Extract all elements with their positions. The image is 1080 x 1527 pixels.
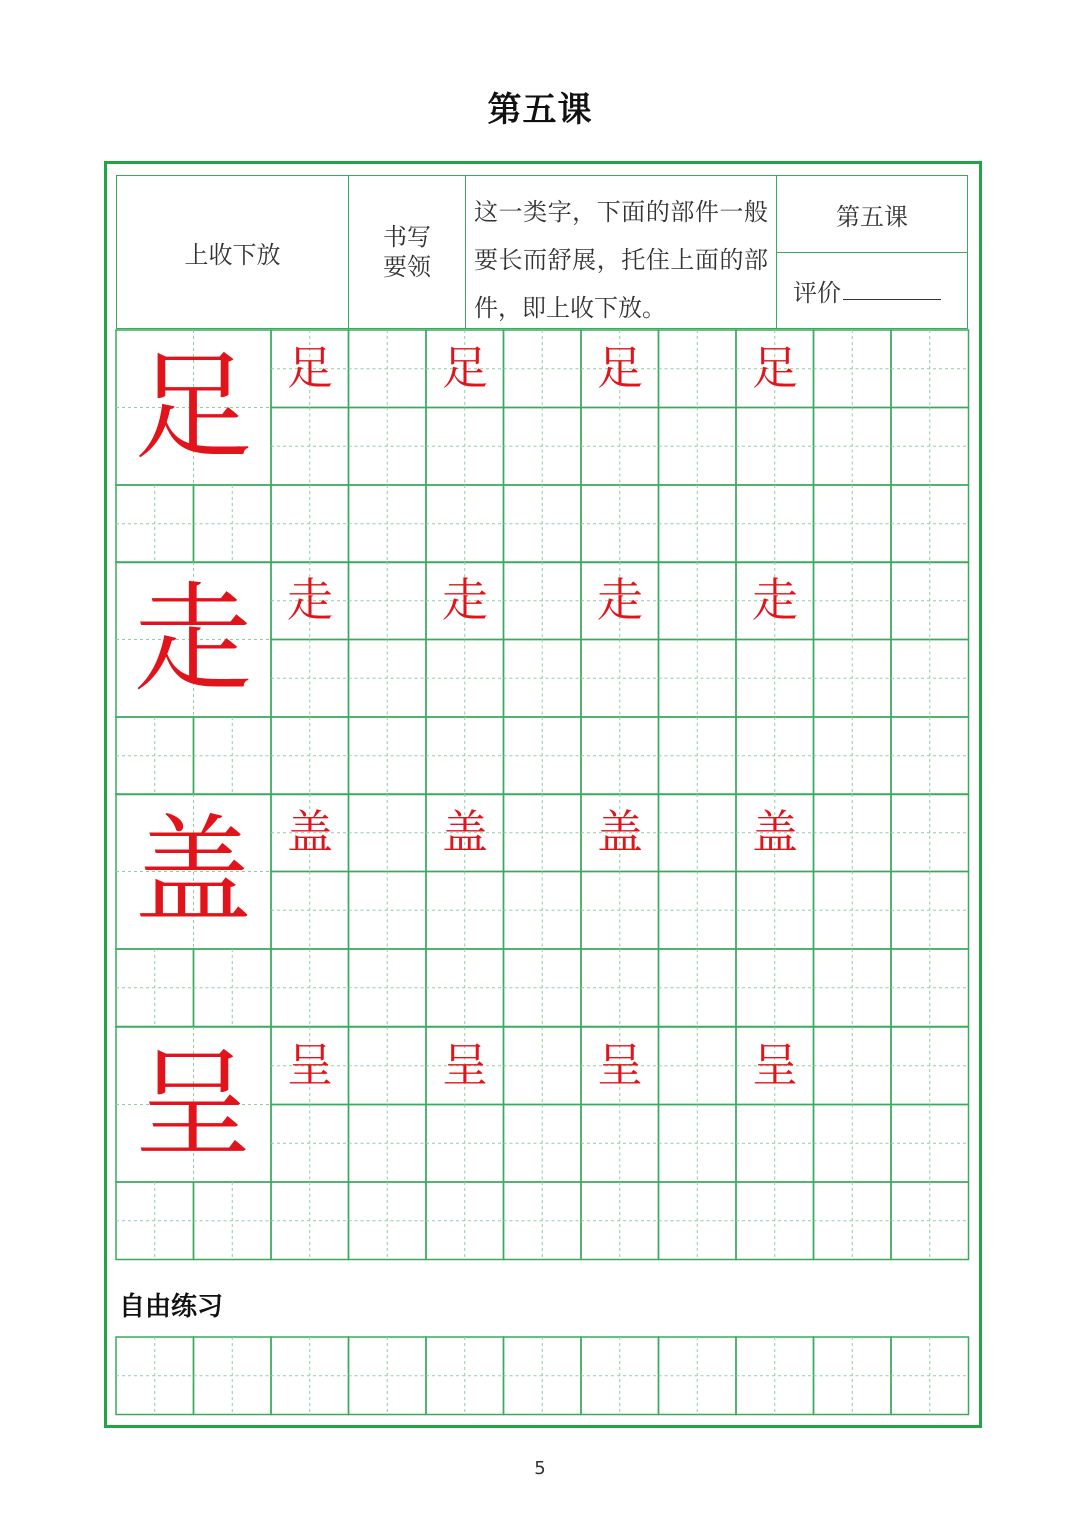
model-character-small: 足: [287, 341, 333, 395]
model-character-large: 走: [133, 570, 252, 708]
model-character-small: 盖: [597, 805, 643, 859]
model-character-small: 盖: [442, 805, 488, 859]
model-character-small: 走: [752, 573, 798, 627]
model-character-small: 盖: [287, 805, 333, 859]
free-practice-title: 自由练习: [119, 1292, 224, 1322]
evaluation-label: 评价: [793, 279, 841, 307]
writing-tips-label-line2: 要领: [383, 253, 431, 281]
writing-tip-text: 这一类字，下面的部件一般要长而舒展，托住上面的部件，即上收下放。: [466, 176, 777, 328]
model-character-small: 呈: [597, 1038, 643, 1092]
lesson-name: 第五课: [777, 176, 967, 253]
model-character-small: 呈: [752, 1038, 798, 1092]
model-character-small: 足: [597, 341, 643, 395]
model-character-small: 走: [597, 573, 643, 627]
model-character-large: 足: [133, 338, 252, 476]
model-character-small: 盖: [752, 805, 798, 859]
page-title: 第五课: [487, 90, 593, 130]
model-character-small: 呈: [442, 1038, 488, 1092]
model-character-small: 足: [442, 341, 488, 395]
model-character-small: 走: [287, 573, 333, 627]
model-character-large: 盖: [133, 802, 252, 940]
model-character-large: 呈: [133, 1035, 252, 1173]
writing-rule: 上收下放: [184, 240, 281, 269]
page-number: 5: [534, 1458, 546, 1479]
model-character-small: 走: [442, 573, 488, 627]
writing-tips-label-line1: 书写: [383, 223, 431, 251]
model-character-small: 足: [752, 341, 798, 395]
model-character-small: 呈: [287, 1038, 333, 1092]
